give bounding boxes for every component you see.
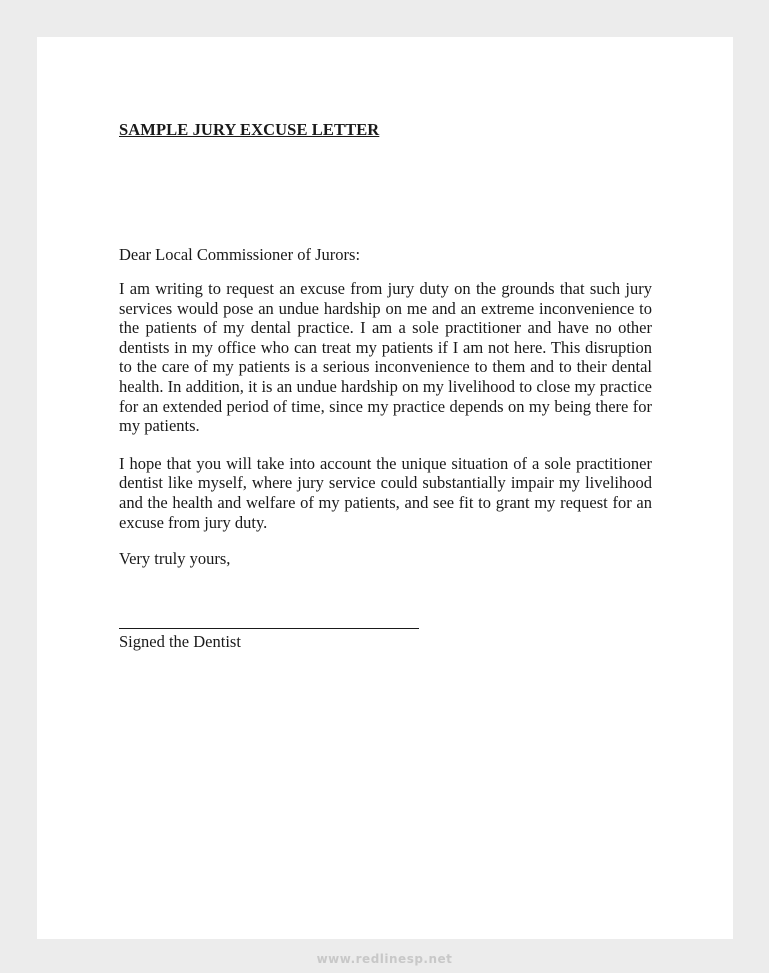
signature-name: Signed the Dentist xyxy=(119,632,241,652)
signature-line xyxy=(119,628,419,629)
letter-content xyxy=(119,120,652,652)
letter-title: SAMPLE JURY EXCUSE LETTER xyxy=(119,120,380,139)
body-paragraph-2: I hope that you will take into account the unique situation of a sole practitioner dentist like myself, where jury service could substantially impair my livelihood and the health and welfare of my patients, and see fit to grant my request for an excuse from jury duty. xyxy=(119,453,652,532)
closing: Very truly yours, xyxy=(119,549,231,569)
letter-page xyxy=(37,37,733,939)
salutation: Dear Local Commissioner of Jurors: xyxy=(119,245,361,264)
body-paragraph-1: I am writing to request an excuse from jury duty on the grounds that such jury services would pose an undue hardship on me and an extreme inconvenience to the patients of my dental practice. I am a sole practitioner and have no other dentists in my office who can treat my patients if I am not here. This disruption to the care of my patients is a serious inconvenience to them and to their dental health. In addition, it is an undue hardship on my livelihood to close my practice for an extended period of time, since my practice depends on my being there for my patients. xyxy=(119,279,652,436)
watermark: www.redlinesp.net xyxy=(316,952,453,966)
